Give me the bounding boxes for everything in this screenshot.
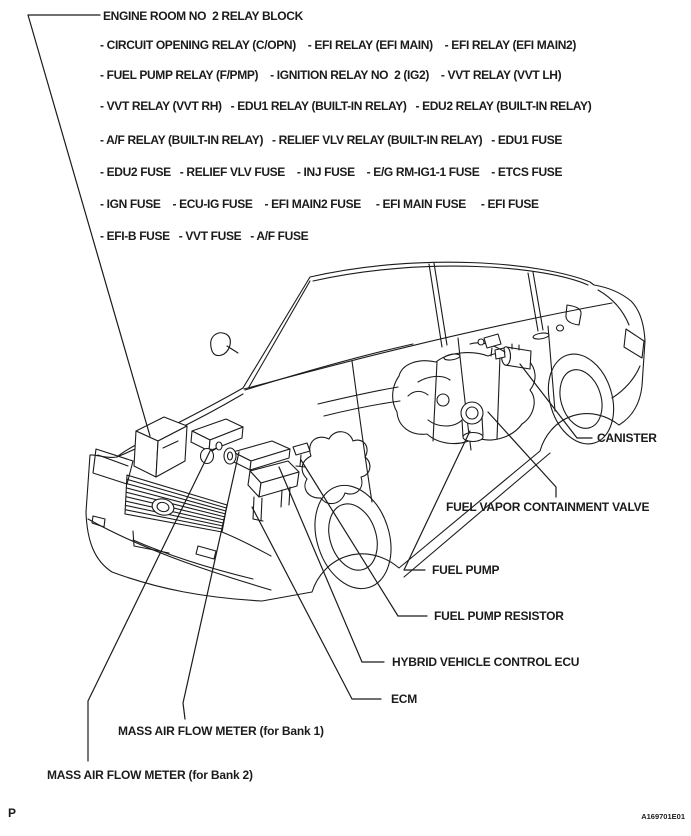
label-maf-bank1: MASS AIR FLOW METER (for Bank 1)	[118, 724, 324, 738]
fuel-pump-resistor-component	[293, 443, 310, 467]
fuel-pump-component	[461, 402, 483, 442]
leader-line-maf-bank2	[88, 449, 211, 761]
leader-line-canister	[520, 364, 592, 438]
label-canister: CANISTER	[597, 431, 657, 445]
relay-block-line-6: - IGN FUSE - ECU-IG FUSE - EFI MAIN2 FUSE - EFI MAIN FUSE - EFI FUSE	[100, 197, 539, 211]
relay-block-line-3: - VVT RELAY (VVT RH) - EDU1 RELAY (BUILT-IN RELAY) - EDU2 RELAY (BUILT-IN RELAY)	[100, 99, 592, 113]
leader-line-ecm	[252, 507, 381, 699]
front-fascia	[88, 449, 271, 590]
label-maf-bank2: MASS AIR FLOW METER (for Bank 2)	[47, 768, 253, 782]
engine-room-no2-relay-block-component	[134, 417, 187, 477]
relay-block-line-4: - A/F RELAY (BUILT-IN RELAY) - RELIEF VLV RELAY (BUILT-IN RELAY) - EDU1 FUSE	[100, 133, 563, 147]
mass-air-flow-meter-bank1-component	[224, 448, 236, 464]
relay-block-line-5: - EDU2 FUSE - RELIEF VLV FUSE - INJ FUSE - E/G RM-IG1-1 FUSE - ETCS FUSE	[100, 165, 563, 179]
label-fuel-vapor-containment-valve: FUEL VAPOR CONTAINMENT VALVE	[446, 500, 650, 514]
canister-component	[470, 343, 531, 369]
fuel-tank-assembly	[318, 353, 535, 444]
label-fuel-pump: FUEL PUMP	[432, 563, 500, 577]
relay-block-line-1: - CIRCUIT OPENING RELAY (C/OPN) - EFI RELAY (EFI MAIN) - EFI RELAY (EFI MAIN2)	[100, 38, 576, 52]
page-marker: P	[8, 806, 17, 820]
leader-line-fuel-pump-resistor	[301, 460, 427, 616]
label-hybrid-vehicle-control-ecu: HYBRID VEHICLE CONTROL ECU	[392, 655, 580, 669]
engine-outline	[302, 432, 370, 504]
relay-block-line-2: - FUEL PUMP RELAY (F/PMP) - IGNITION RELAY NO 2 (IG2) - VVT RELAY (VVT LH)	[100, 68, 562, 82]
label-ecm: ECM	[391, 692, 418, 706]
relay-block-line-7: - EFI-B FUSE - VVT FUSE - A/F FUSE	[100, 229, 309, 243]
leader-line-maf-bank1	[183, 452, 239, 719]
figure-code: A169701E01	[641, 812, 685, 821]
ecm-component	[248, 461, 299, 521]
label-fuel-pump-resistor: FUEL PUMP RESISTOR	[434, 609, 564, 623]
relay-block-title: ENGINE ROOM NO 2 RELAY BLOCK	[103, 9, 303, 23]
